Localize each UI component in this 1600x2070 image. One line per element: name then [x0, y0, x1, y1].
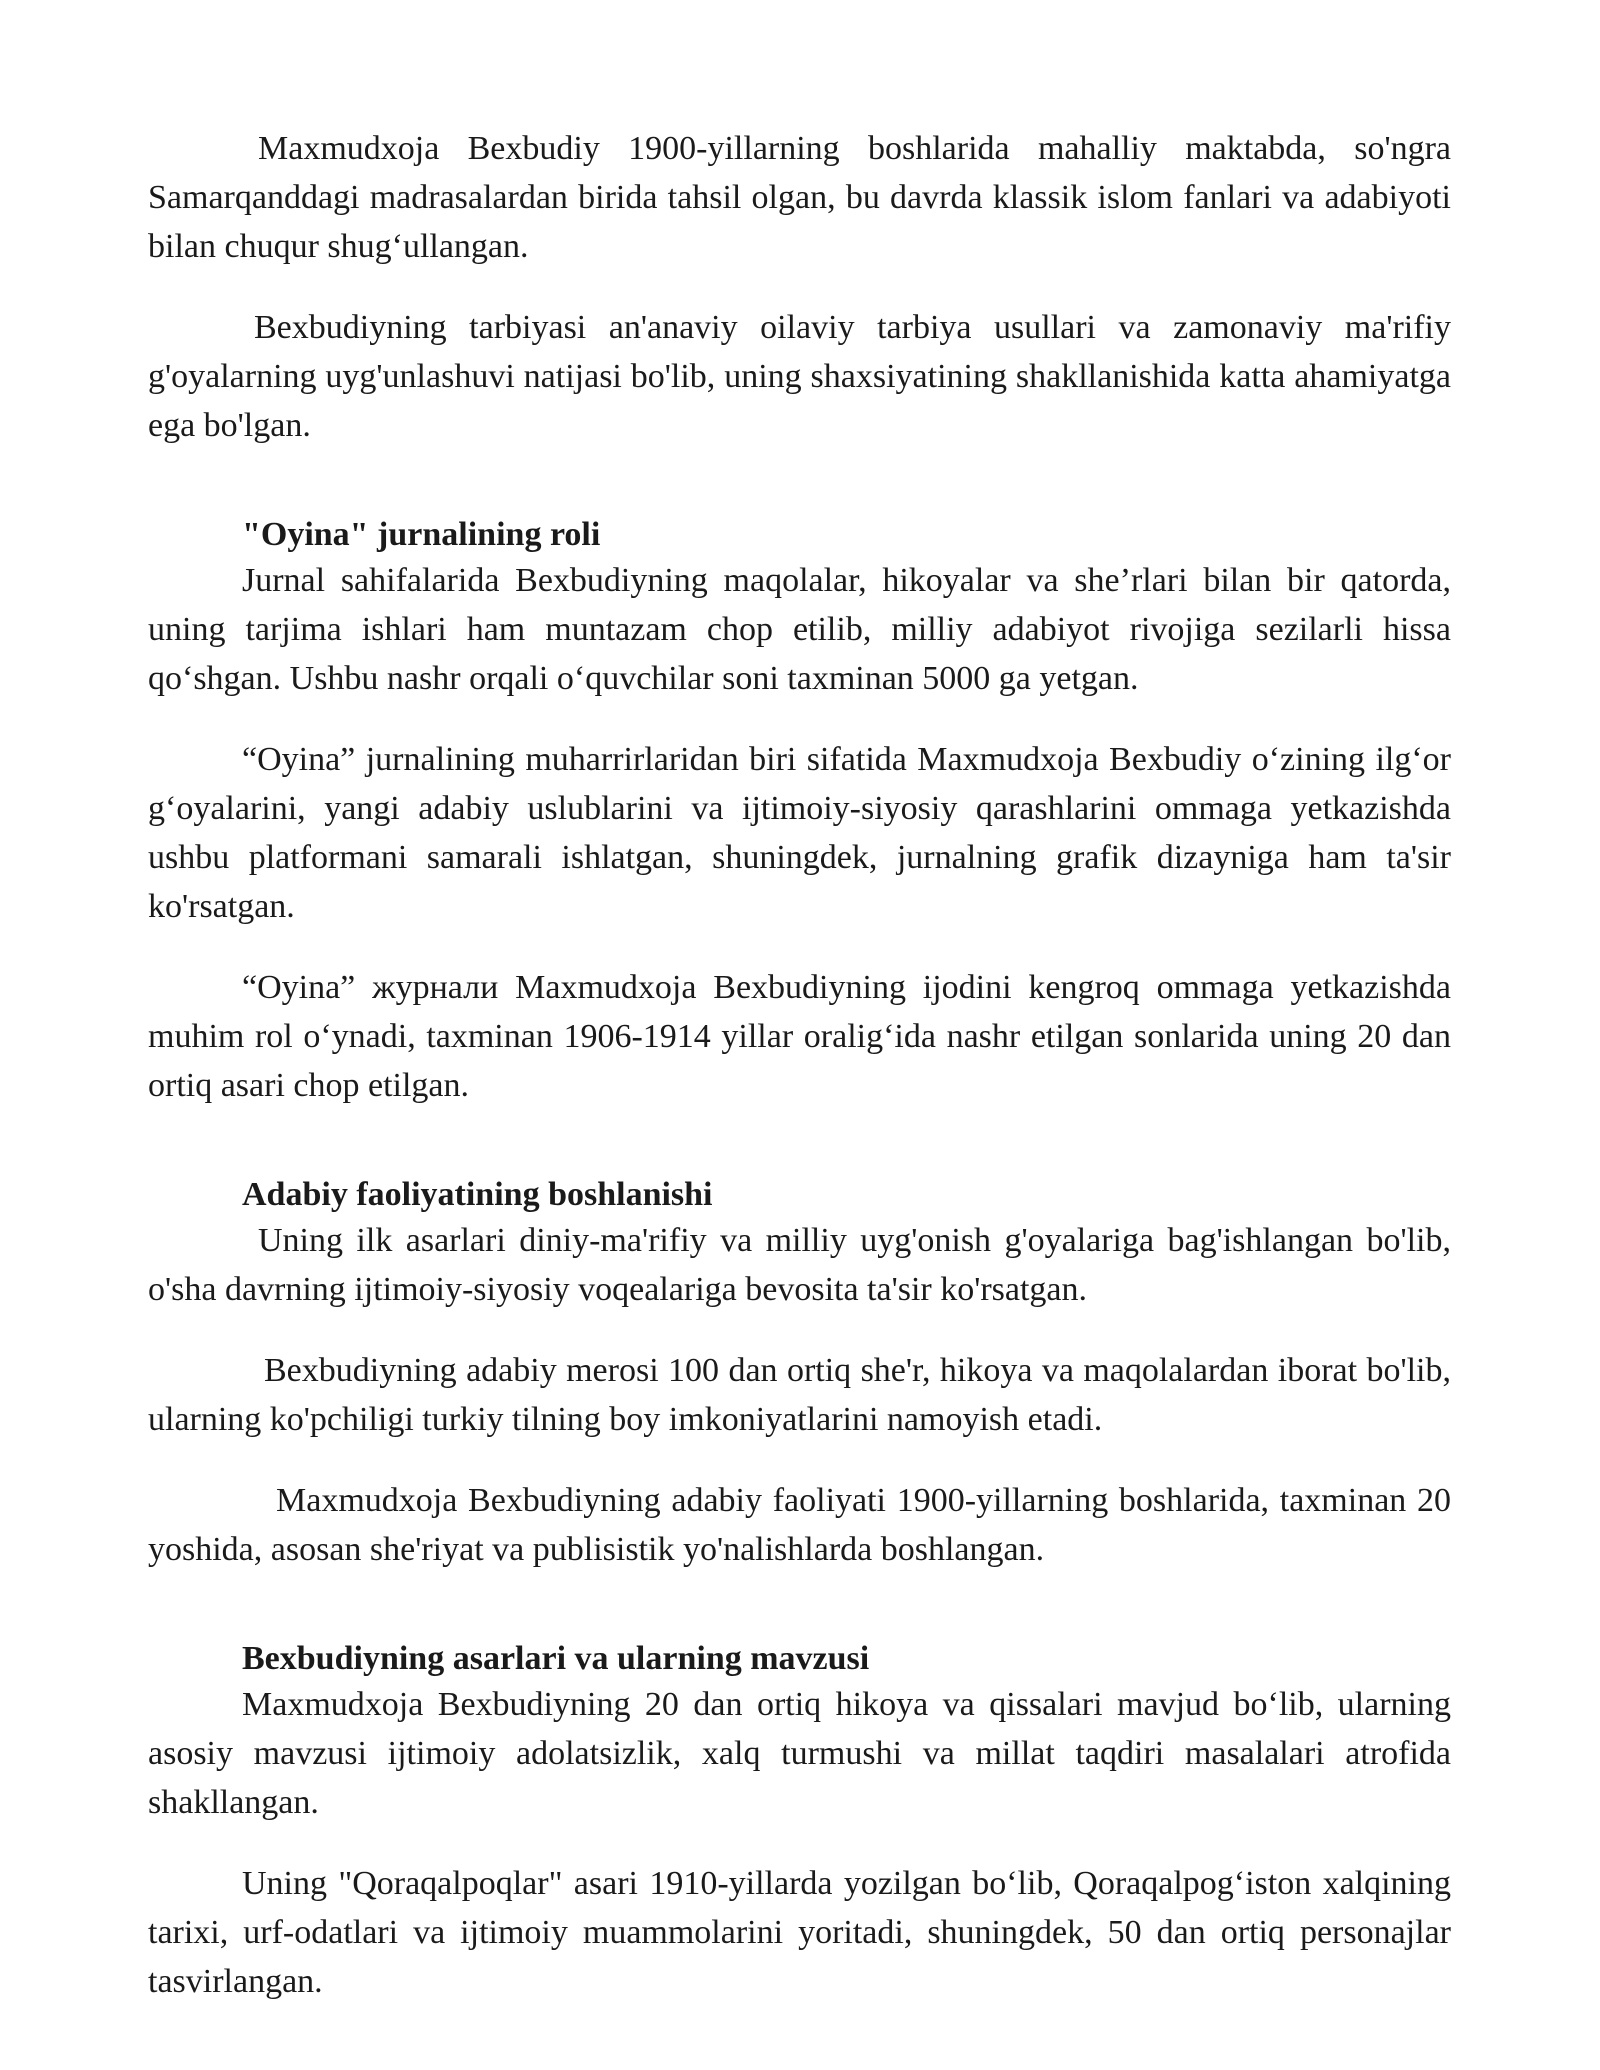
paragraph-legacy: Bexbudiyning adabiy merosi 100 dan ortiq she'r, hikoya va maqolalardan iborat bo'lib, ularning ko'pchiligi turkiy tilning boy imkoniyatlarini namoyish etadi.	[148, 1352, 1451, 1438]
paragraph-journal-pages: Jurnal sahifalarida Bexbudiyning maqolalar, hikoyalar va she’rlari bilan bir qatorda, uning tarjima ishlari ham muntazam chop etilib, milliy adabiyot rivojiga sezilarli hissa qo‘shgan. Ushbu nashr orqali o‘quvchilar soni taxminan 5000 ga yetgan.	[148, 562, 1451, 697]
document-body	[148, 124, 1451, 2038]
paragraph-qoraqalpoqlar: Uning "Qoraqalpoqlar" asari 1910-yillarda yozilgan bo‘lib, Qoraqalpog‘iston xalqining tarixi, urf-odatlari va ijtimoiy muammolarini yoritadi, shuningdek, 50 dan ortiq personajlar tasvirlangan.	[148, 1865, 1451, 2000]
paragraph-first-works: Uning ilk asarlari diniy-ma'rifiy va milliy uyg'onish g'oyalariga bag'ishlangan bo'lib, o'sha davrning ijtimoiy-siyosiy voqealariga bevosita ta'sir ko'rsatgan.	[148, 1222, 1451, 1308]
paragraph-upbringing: Bexbudiyning tarbiyasi an'anaviy oilaviy tarbiya usullari va zamonaviy ma'rifiy g'oyalarning uyg'unlashuvi natijasi bo'lib, uning shaxsiyatining shakllanishida katta ahamiyatga ega bo'lgan.	[148, 309, 1451, 444]
paragraph-activity-start: Maxmudxoja Bexbudiyning adabiy faoliyati 1900-yillarning boshlarida, taxminan 20 yoshida, asosan she'riyat va publisistik yo'nalishlarda boshlangan.	[148, 1482, 1451, 1568]
section-heading-oyina: "Oyina" jurnalining roli	[242, 516, 601, 553]
section-heading-works-themes: Bexbudiyning asarlari va ularning mavzusi	[242, 1640, 870, 1677]
paragraph-journal-importance: “Oyina” журнали Maxmudxoja Bexbudiyning ijodini kengroq ommaga yetkazishda muhim rol o‘ynadi, taxminan 1906-1914 yillar oralig‘ida nashr etilgan sonlarida uning 20 dan ortiq asari chop etilgan.	[148, 969, 1451, 1104]
section-heading-literary-start: Adabiy faoliyatining boshlanishi	[242, 1176, 713, 1213]
paragraph-stories: Maxmudxoja Bexbudiyning 20 dan ortiq hikoya va qissalari mavjud bo‘lib, ularning asosiy mavzusi ijtimoiy adolatsizlik, xalq turmushi va millat taqdiri masalalari atrofida shakllangan.	[148, 1686, 1451, 1821]
paragraph-education: Maxmudxoja Bexbudiy 1900-yillarning boshlarida mahalliy maktabda, so'ngra Samarqanddagi madrasalardan birida tahsil olgan, bu davrda klassik islom fanlari va adabiyoti bilan chuqur shug‘ullangan.	[148, 130, 1451, 265]
paragraph-editor-role: “Oyina” jurnalining muharrirlaridan biri sifatida Maxmudxoja Bexbudiy o‘zining ilg‘or g‘oyalarini, yangi adabiy uslublarini va ijtimoiy-siyosiy qarashlarini ommaga yetkazishda ushbu platformani samarali ishlatgan, shuningdek, jurnalning grafik dizayniga ham ta'sir ko'rsatgan.	[148, 741, 1451, 925]
